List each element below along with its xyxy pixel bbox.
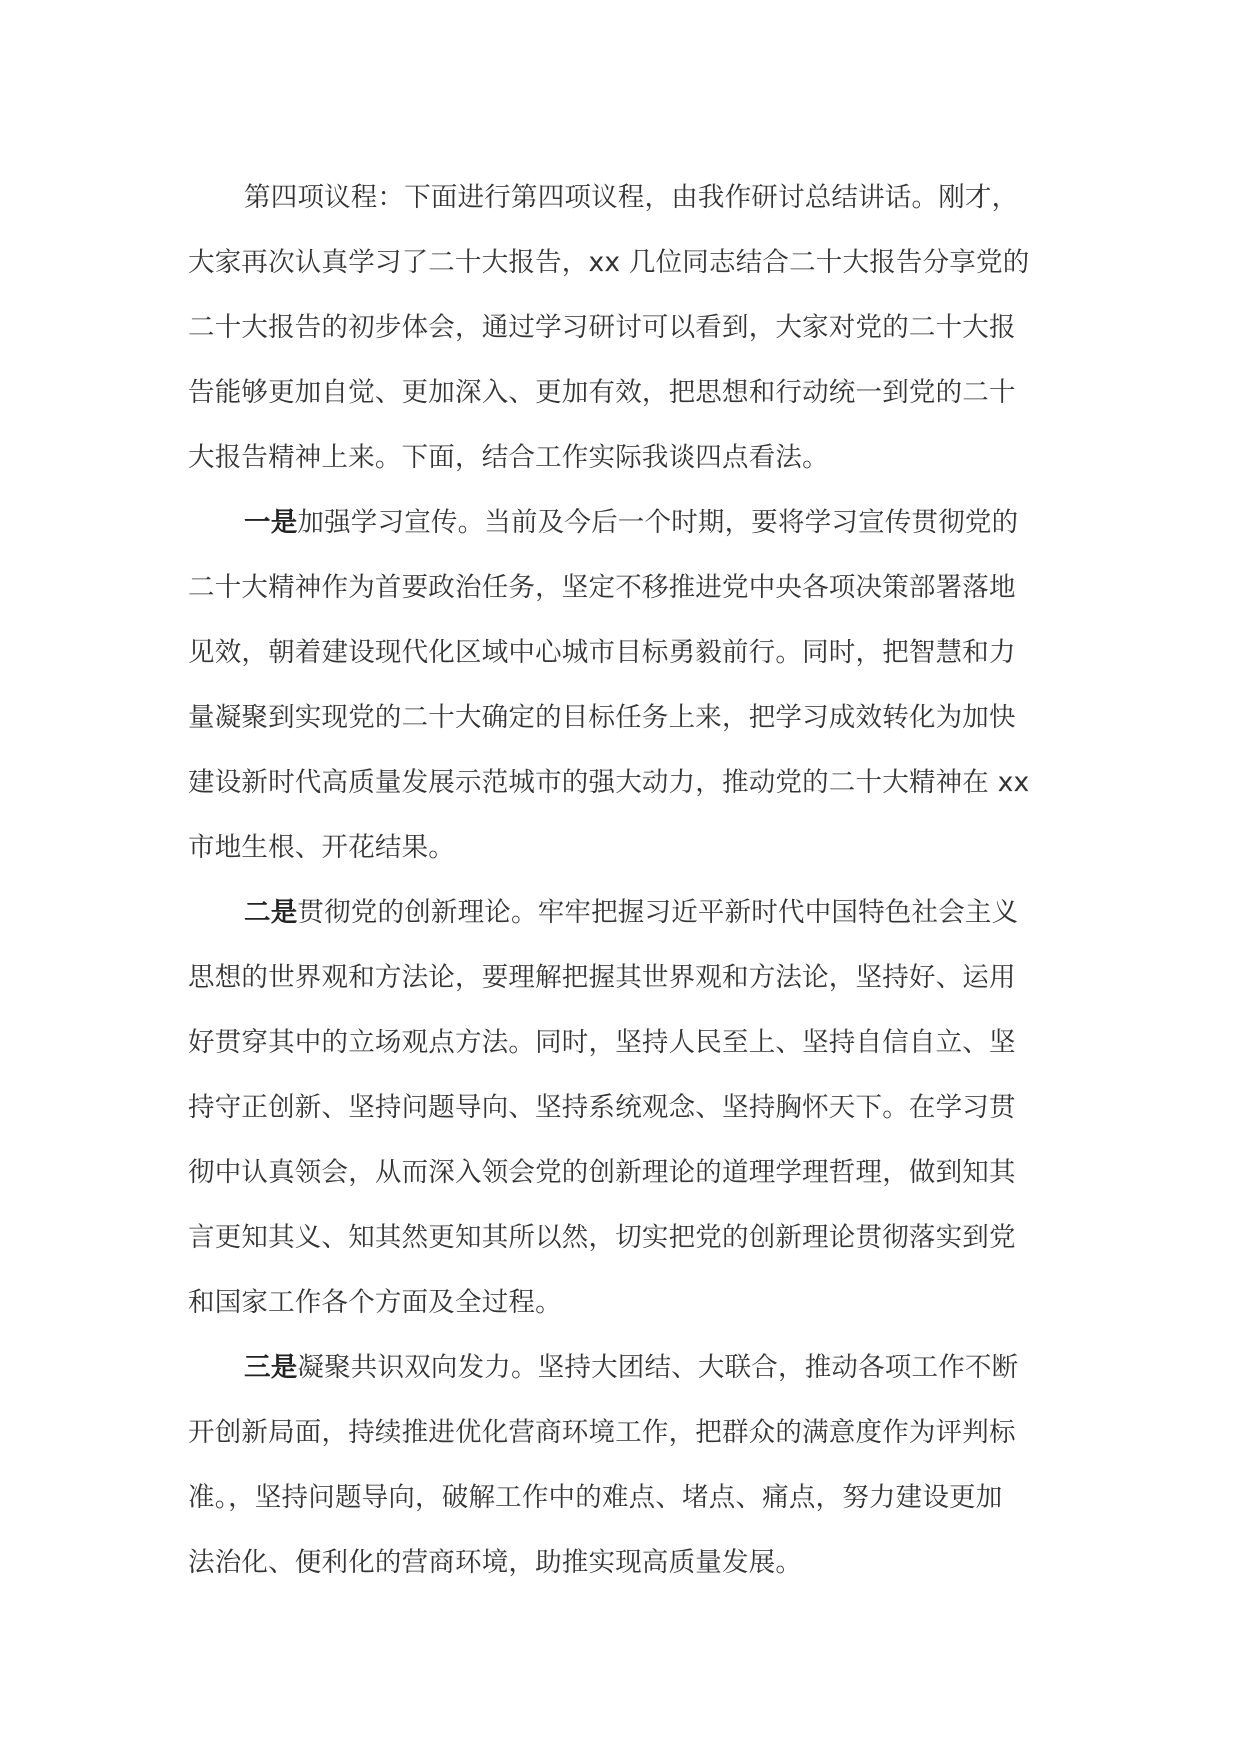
paragraph-first-line-text: 凝聚共识双向发力。坚持大团结、大联合，推动各项工作不断 bbox=[297, 1352, 1019, 1383]
paragraph-first-line-text: 贯彻党的创新理论。牢牢把握习近平新时代中国特色社会主义 bbox=[297, 897, 1019, 928]
paragraph-first-line bbox=[188, 493, 1048, 558]
paragraph-agenda-four bbox=[188, 168, 1048, 493]
paragraph-line: 开创新局面，持续推进优化营商环境工作，把群众的满意度作为评判标 bbox=[188, 1417, 1016, 1448]
paragraph-point-three bbox=[188, 1338, 1048, 1598]
paragraph-line: 法治化、便利化的营商环境，助推实现高质量发展。 bbox=[188, 1547, 803, 1578]
paragraph-line: 见效，朝着建设现代化区域中心城市目标勇毅前行。同时，把智慧和力 bbox=[188, 637, 1016, 668]
paragraph-line: 市地生根、开花结果。 bbox=[188, 832, 455, 863]
point-lead-label: 三是 bbox=[244, 1352, 298, 1383]
paragraph-line: 建设新时代高质量发展示范城市的强大动力，推动党的二十大精神在 xx bbox=[188, 767, 1030, 798]
paragraph-line: 大家再次认真学习了二十大报告，xx 几位同志结合二十大报告分享党的 bbox=[188, 247, 1030, 278]
paragraph-line: 和国家工作各个方面及全过程。 bbox=[188, 1287, 562, 1318]
paragraph-line: 持守正创新、坚持问题导向、坚持系统观念、坚持胸怀天下。在学习贯 bbox=[188, 1092, 1016, 1123]
paragraph-line: 二十大精神作为首要政治任务，坚定不移推进党中央各项决策部署落地 bbox=[188, 572, 1016, 603]
paragraph-line: 好贯穿其中的立场观点方法。同时，坚持人民至上、坚持自信自立、坚 bbox=[188, 1027, 1016, 1058]
paragraph-first-line bbox=[188, 1338, 1048, 1403]
paragraph-line: 量凝聚到实现党的二十大确定的目标任务上来，把学习成效转化为加快 bbox=[188, 702, 1016, 733]
paragraph-point-two bbox=[188, 883, 1048, 1338]
paragraph-line: 彻中认真领会，从而深入领会党的创新理论的道理学理哲理，做到知其 bbox=[188, 1157, 1016, 1188]
paragraph-point-one bbox=[188, 493, 1048, 883]
paragraph-line: 二十大报告的初步体会，通过学习研讨可以看到，大家对党的二十大报 bbox=[188, 312, 1016, 343]
point-lead-label: 二是 bbox=[244, 897, 298, 928]
paragraph-line: 言更知其义、知其然更知其所以然，切实把党的创新理论贯彻落实到党 bbox=[188, 1222, 1016, 1253]
paragraph-line: 告能够更加自觉、更加深入、更加有效，把思想和行动统一到党的二十 bbox=[188, 377, 1016, 408]
paragraph-line: 第四项议程：下面进行第四项议程，由我作研讨总结讲话。刚才， bbox=[244, 182, 1019, 213]
paragraph-line: 思想的世界观和方法论，要理解把握其世界观和方法论，坚持好、运用 bbox=[188, 962, 1016, 993]
document-body bbox=[188, 168, 1048, 1598]
point-lead-label: 一是 bbox=[244, 507, 298, 538]
paragraph-first-line bbox=[188, 883, 1048, 948]
paragraph-first-line-text: 加强学习宣传。当前及今后一个时期，要将学习宣传贯彻党的 bbox=[297, 507, 1019, 538]
paragraph-line: 准。，坚持问题导向，破解工作中的难点、堵点、痛点，努力建设更加 bbox=[188, 1482, 1003, 1513]
paragraph-line: 大报告精神上来。下面，结合工作实际我谈四点看法。 bbox=[188, 442, 829, 473]
